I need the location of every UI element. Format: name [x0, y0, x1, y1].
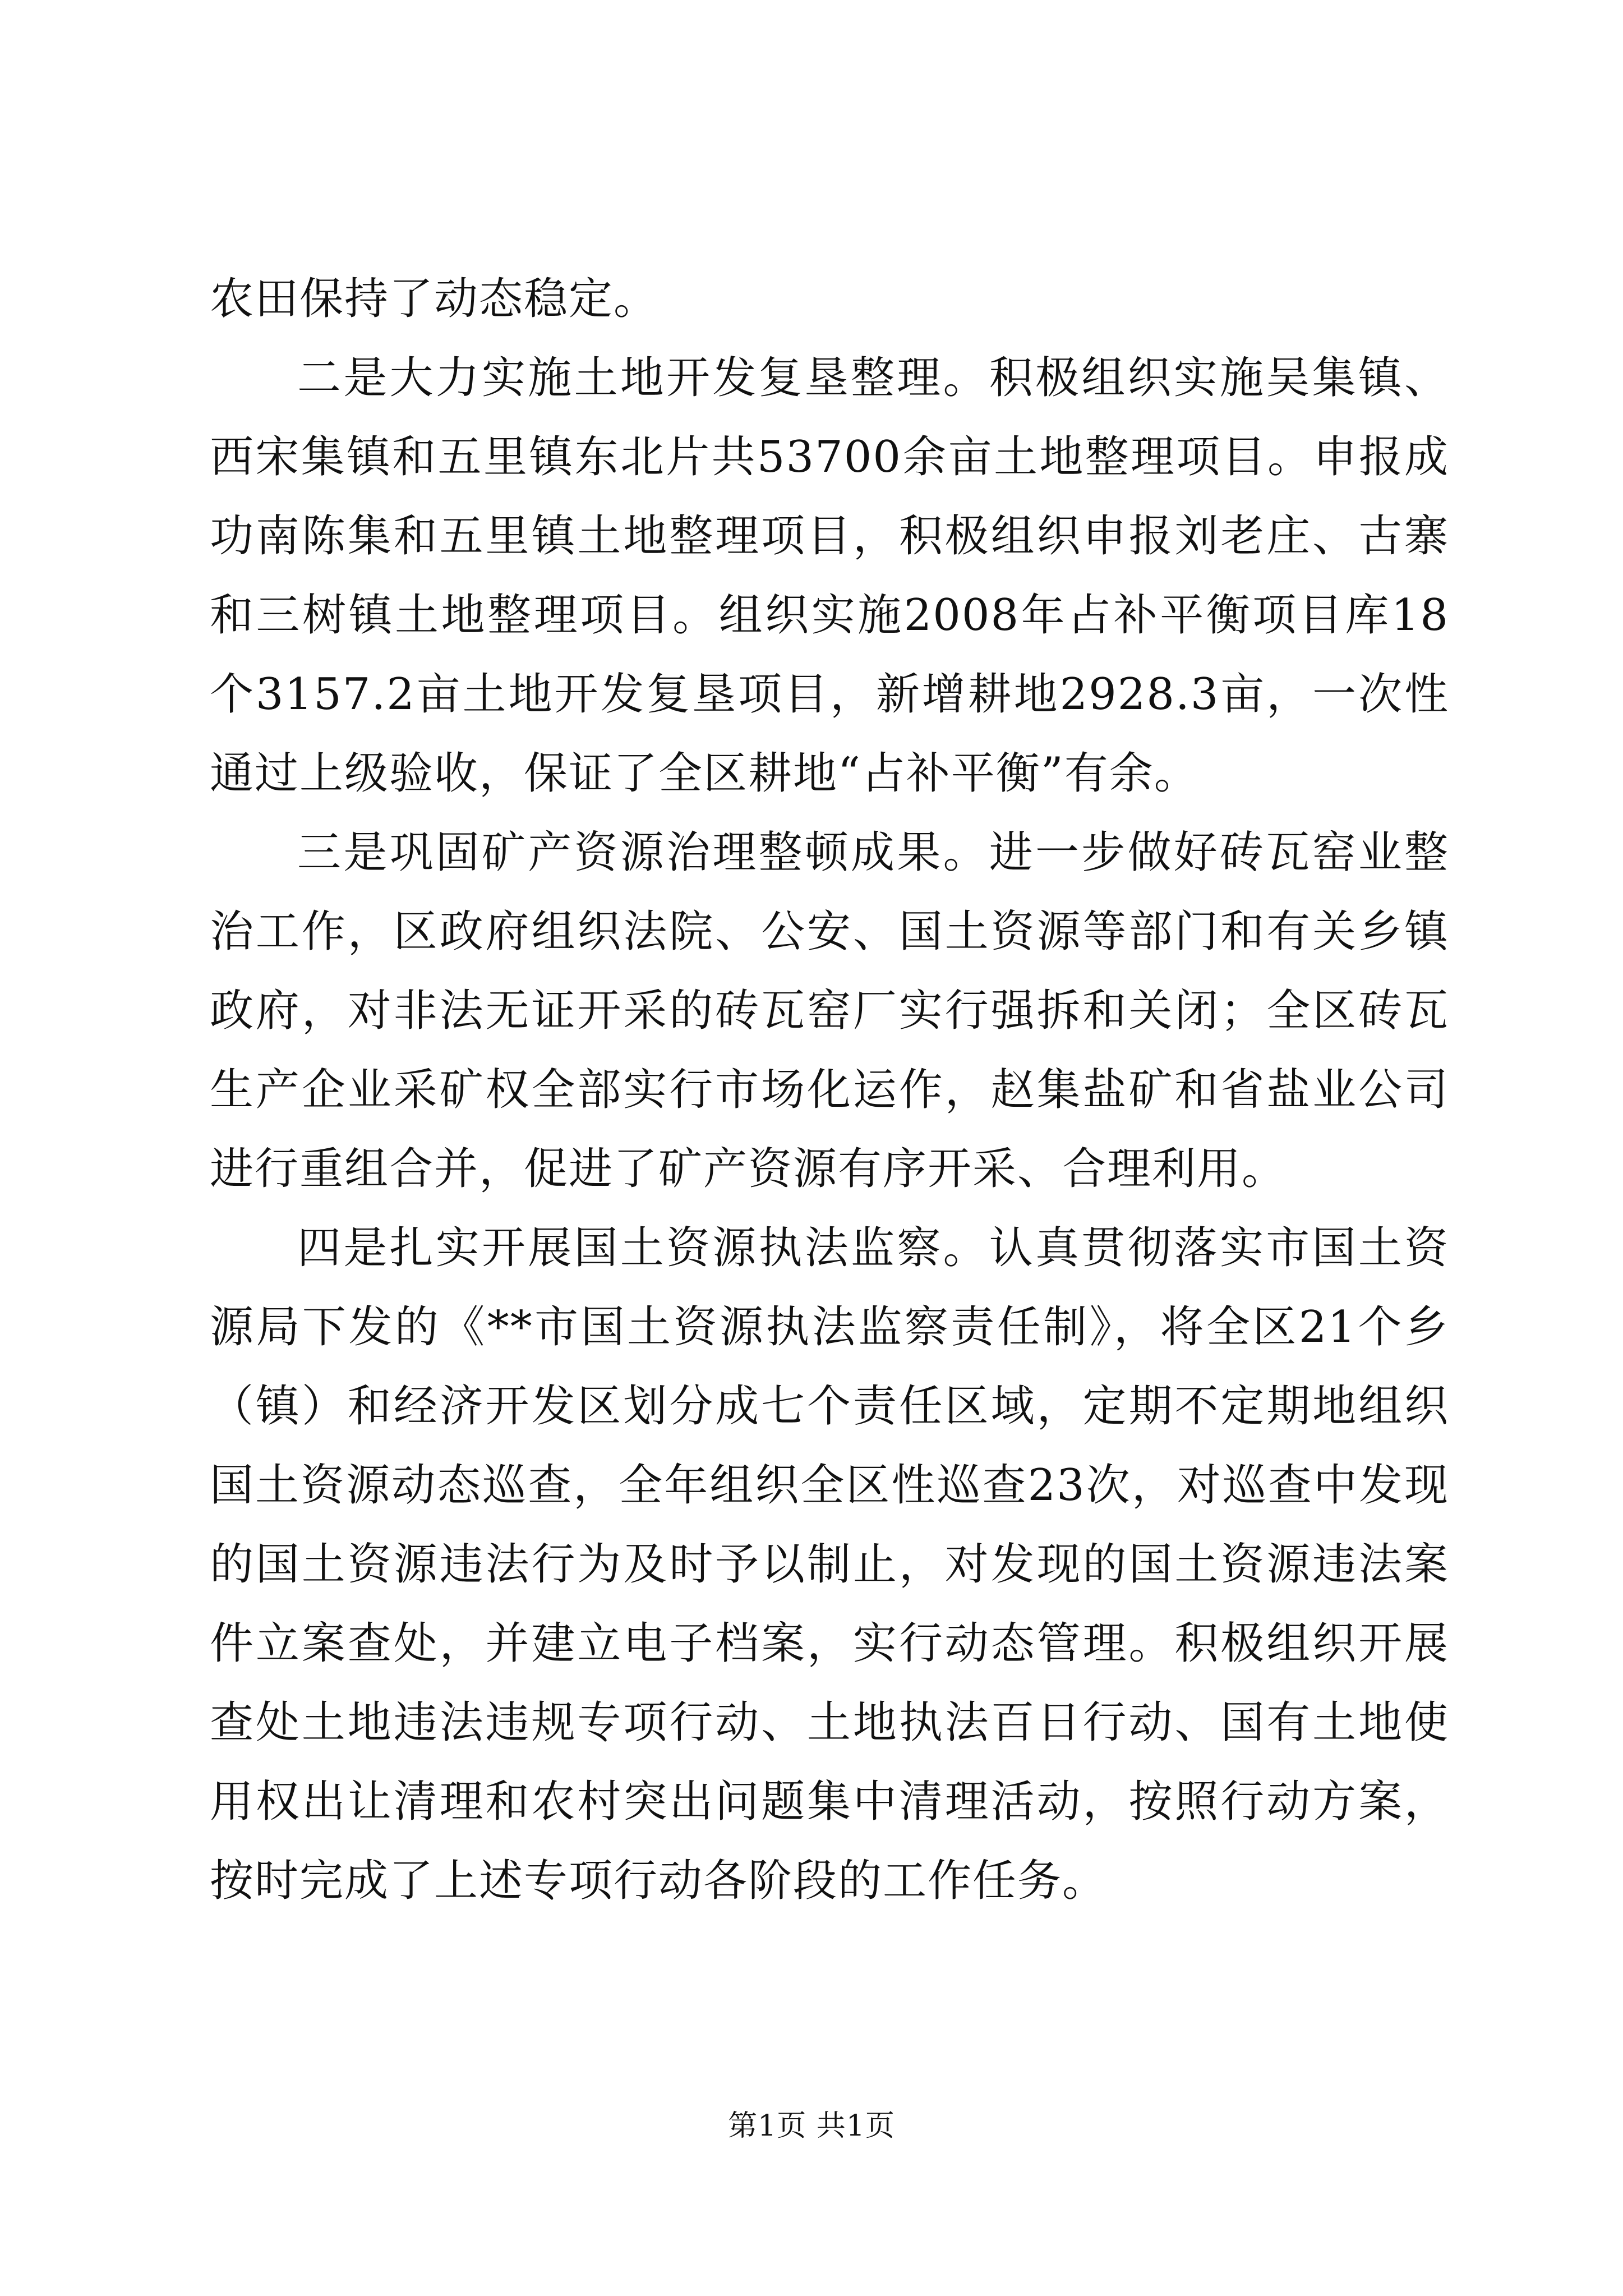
document-body [210, 260, 1449, 1921]
paragraph-law-enforcement: 四是扎实开展国土资源执法监察。认真贯彻落实市国土资源局下发的《**市国土资源执法监察责任制》，将全区21个乡（镇）和经济开发区划分成七个责任区域，定期不定期地组织国土资源动态巡查，全年组织全区性巡查23次，对巡查中发现的国土资源违法行为及时予以制止，对发现的国土资源违法案件立案查处，并建立电子档案，实行动态管理。积极组织开展查处土地违法违规专项行动、土地执法百日行动、国有土地使用权出让清理和农村突出问题集中清理活动，按照行动方案，按时完成了上述专项行动各阶段的工作任务。 [210, 1223, 1449, 1906]
paragraph-continuation: 农田保持了动态稳定。 [210, 274, 659, 324]
paragraph-mineral-resources: 三是巩固矿产资源治理整顿成果。进一步做好砖瓦窑业整治工作，区政府组织法院、公安、国土资源等部门和有关乡镇政府，对非法无证开采的砖瓦窑厂实行强拆和关闭；全区砖瓦生产企业采矿权全部实行市场化运作，赵集盐矿和省盐业公司进行重组合并，促进了矿产资源有序开采、合理利用。 [210, 827, 1449, 1194]
paragraph-land-development: 二是大力实施土地开发复垦整理。积极组织实施吴集镇、西宋集镇和五里镇东北片共53700余亩土地整理项目。申报成功南陈集和五里镇土地整理项目，积极组织申报刘老庄、古寨和三树镇土地整理项目。组织实施2008年占补平衡项目库18个3157.2亩土地开发复垦项目，新增耕地2928.3亩，一次性通过上级验收，保证了全区耕地“占补平衡”有余。 [210, 353, 1449, 799]
page-footer: 第1页 共1页 [728, 2109, 895, 2143]
